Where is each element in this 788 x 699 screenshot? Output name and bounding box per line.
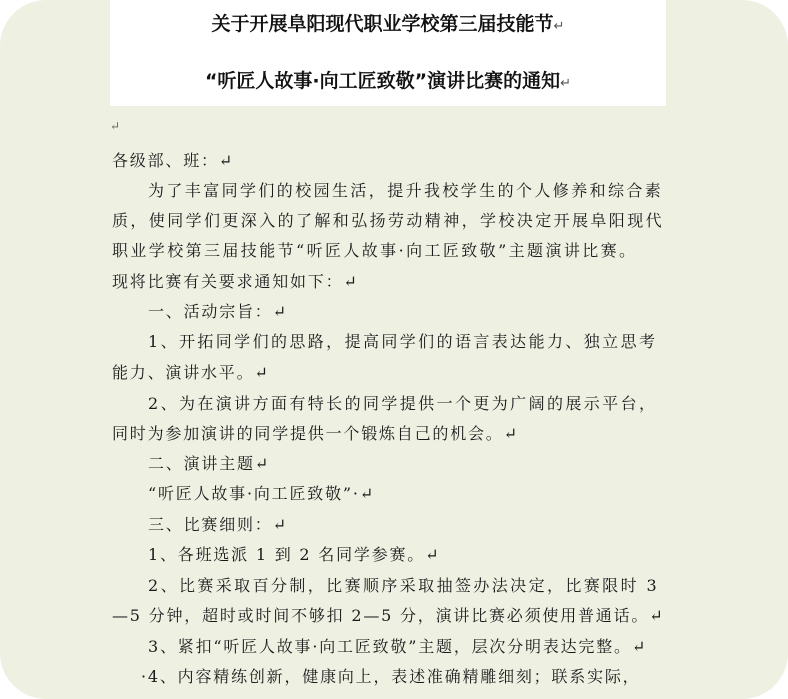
item-3-1: 1、各班选派 1 到 2 名同学参赛。↵ bbox=[148, 545, 441, 564]
blank-line-mark: ↵ bbox=[110, 119, 122, 133]
item-3-3: 3、紧扣“听匠人故事·向工匠致敬”主题，层次分明表达完整。↵ bbox=[148, 637, 648, 656]
intro-line-3: 职业学校第三届技能节“听匠人故事·向工匠致敬”主题演讲比赛。 bbox=[112, 241, 638, 260]
paragraph-mark: ↵ bbox=[553, 19, 565, 34]
intro-line-4: 现将比赛有关要求通知如下：↵ bbox=[112, 272, 359, 291]
item-1-2-line-2: 同时为参加演讲的同学提供一个锻炼自己的机会。↵ bbox=[112, 424, 519, 443]
section-3-heading: 三、比赛细则：↵ bbox=[148, 515, 288, 534]
item-3-4: ·4、内容精练创新，健康向上，表述准确精雕细刻；联系实际， bbox=[141, 667, 641, 686]
title-line-1-text: 关于开展阜阳现代职业学校第三届技能节 bbox=[211, 13, 554, 35]
item-1-1-line-1: 1、开拓同学们的思路，提高同学们的语言表达能力、独立思考 bbox=[148, 332, 658, 351]
section-1-heading: 一、活动宗旨：↵ bbox=[148, 302, 288, 321]
item-3-2-line-2: —5 分钟，超时或时间不够扣 2—5 分，演讲比赛必须使用普通话。↵ bbox=[112, 606, 665, 625]
item-1-2-line-1: 2、为在演讲方面有特长的同学提供一个更为广阔的展示平台， bbox=[148, 394, 658, 413]
item-1-1-line-2: 能力、演讲水平。↵ bbox=[112, 363, 270, 382]
salutation: 各级部、班：↵ bbox=[112, 151, 235, 170]
speech-theme: “听匠人故事·向工匠致敬”·↵ bbox=[148, 484, 375, 503]
intro-line-2: 质，使同学们更深入的了解和弘扬劳动精神，学校决定开展阜阳现代 bbox=[112, 211, 665, 230]
paragraph-mark: ↵ bbox=[560, 76, 572, 91]
title-line-2-text: “听匠人故事·向工匠致敬”演讲比赛的通知 bbox=[204, 70, 561, 92]
item-3-2-line-1: 2、比赛采取百分制，比赛顺序采取抽签办法决定，比赛限时 3 bbox=[148, 576, 660, 595]
intro-line-1: 为了丰富同学们的校园生活，提升我校学生的个人修养和综合素 bbox=[148, 181, 664, 200]
section-2-heading: 二、演讲主题↵ bbox=[148, 454, 271, 473]
